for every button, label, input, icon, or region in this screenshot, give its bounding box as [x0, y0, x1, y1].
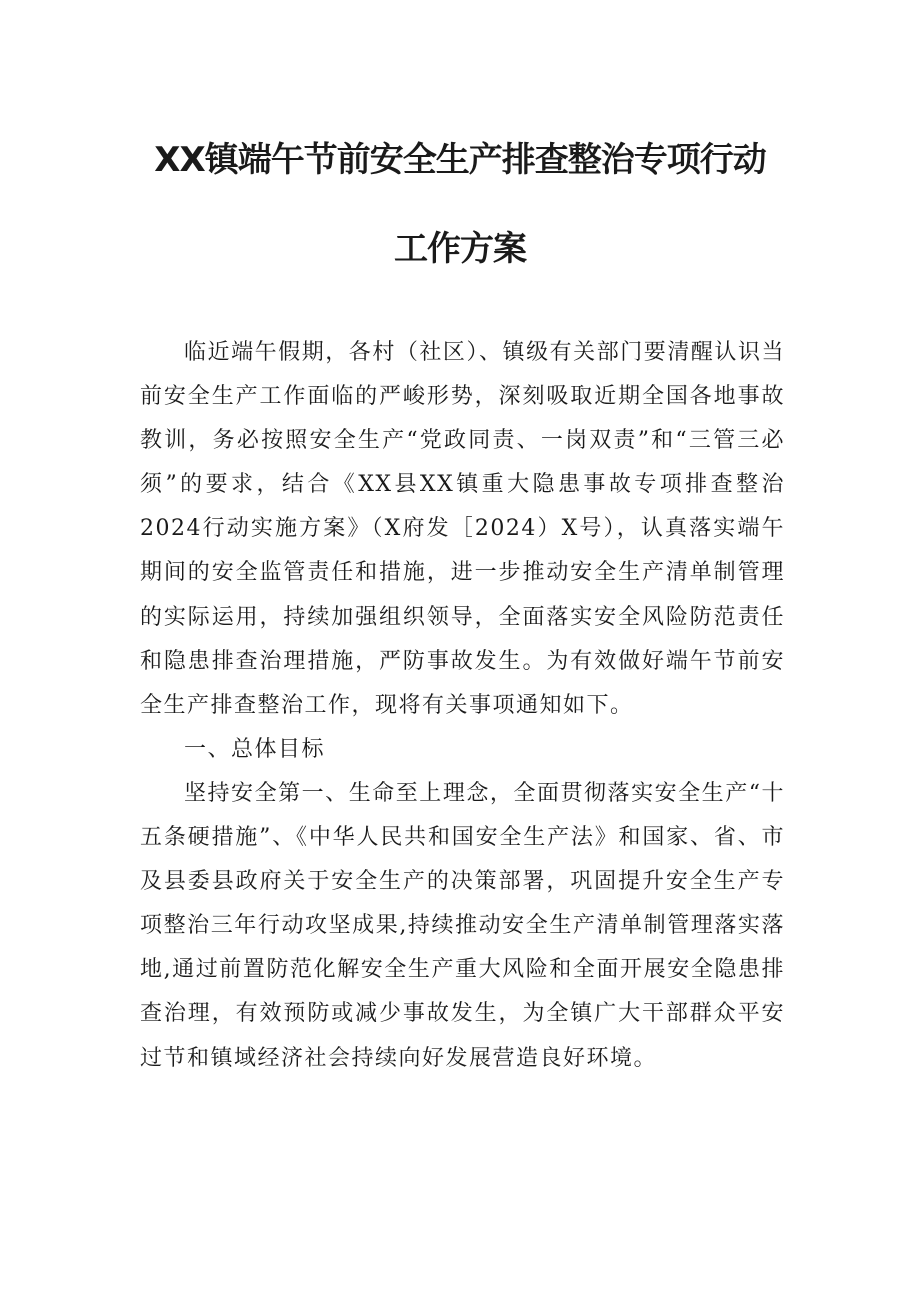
document-body	[140, 331, 785, 1081]
intro-paragraph: 临近端午假期，各村（社区）、镇级有关部门要清醒认识当前安全生产工作面临的严峻形势，深刻吸取近期全国各地事故教训，务必按照安全生产“党政同责、一岗双责”和“三管三必须”的要求，结合《XX县XX镇重大隐患事故专项排查整治2024行动实施方案》（X府发［2024）X号），认真落实端午期间的安全监管责任和措施，进一步推动安全生产清单制管理的实际运用，持续加强组织领导，全面落实安全风险防范责任和隐患排查治理措施，严防事故发生。为有效做好端午节前安全生产排查整治工作，现将有关事项通知如下。	[140, 340, 785, 718]
section-paragraph: 坚持安全第一、生命至上理念，全面贯彻落实安全生产“十五条硬措施”、《中华人民共和国安全生产法》和国家、省、市及县委县政府关于安全生产的决策部署，巩固提升安全生产专项整治三年行动攻坚成果,持续推动安全生产清单制管理落实落地,通过前置防范化解安全生产重大风险和全面开展安全隐患排查治理，有效预防或减少事故发生，为全镇广大干部群众平安过节和镇域经济社会持续向好发展营造良好环境。	[140, 780, 785, 1071]
section-heading: 一、总体目标	[184, 736, 326, 762]
document-title-line-2: 工作方案	[394, 229, 526, 269]
document-title-line-1: XX镇端午节前安全生产排查整治专项行动	[154, 140, 766, 180]
